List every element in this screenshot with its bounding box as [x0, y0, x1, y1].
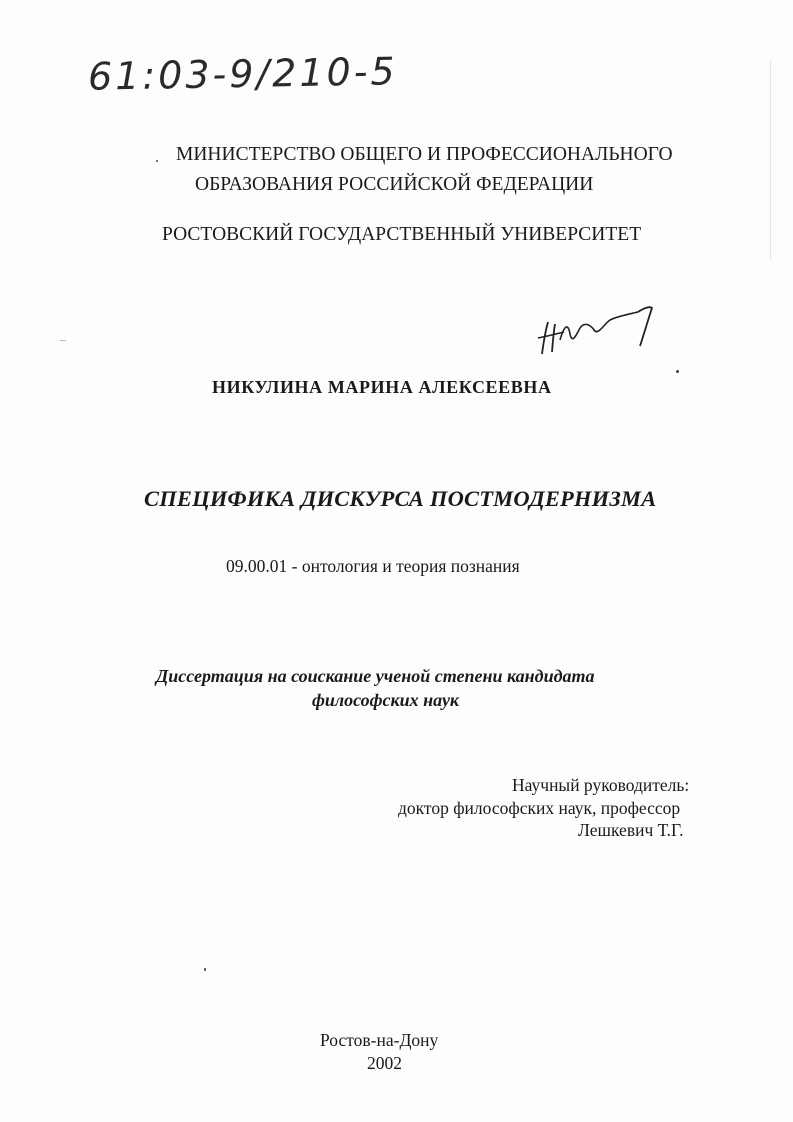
signature-icon	[534, 294, 664, 364]
supervisor-name: Лешкевич Т.Г.	[578, 820, 684, 840]
scan-edge-mark	[60, 340, 66, 341]
supervisor-degree: доктор философских наук, профессор	[398, 798, 681, 818]
archive-code-handwritten: 61:03-9/210-5	[87, 49, 398, 99]
degree-line-2: философских наук	[312, 690, 460, 710]
degree-line-1: Диссертация на соискание ученой степени кандидата	[156, 666, 595, 686]
scan-edge-mark	[770, 60, 771, 260]
ministry-line-2: ОБРАЗОВАНИЯ РОССИЙСКОЙ ФЕДЕРАЦИИ	[195, 174, 594, 195]
scan-speck	[676, 370, 679, 373]
scan-speck	[204, 968, 206, 971]
author-name: НИКУЛИНА МАРИНА АЛЕКСЕЕВНА	[212, 377, 552, 397]
specialty-code: 09.00.01 - онтология и теория познания	[226, 556, 520, 576]
city: Ростов-на-Дону	[320, 1030, 439, 1050]
ministry-line-1: МИНИСТЕРСТВО ОБЩЕГО И ПРОФЕССИОНАЛЬНОГО	[176, 144, 673, 165]
supervisor-label: Научный руководитель:	[512, 775, 690, 795]
dissertation-title: СПЕЦИФИКА ДИСКУРСА ПОСТМОДЕРНИЗМА	[144, 486, 657, 511]
university-name: РОСТОВСКИЙ ГОСУДАРСТВЕННЫЙ УНИВЕРСИТЕТ	[162, 224, 642, 245]
scan-speck	[156, 160, 158, 162]
year: 2002	[367, 1053, 402, 1073]
